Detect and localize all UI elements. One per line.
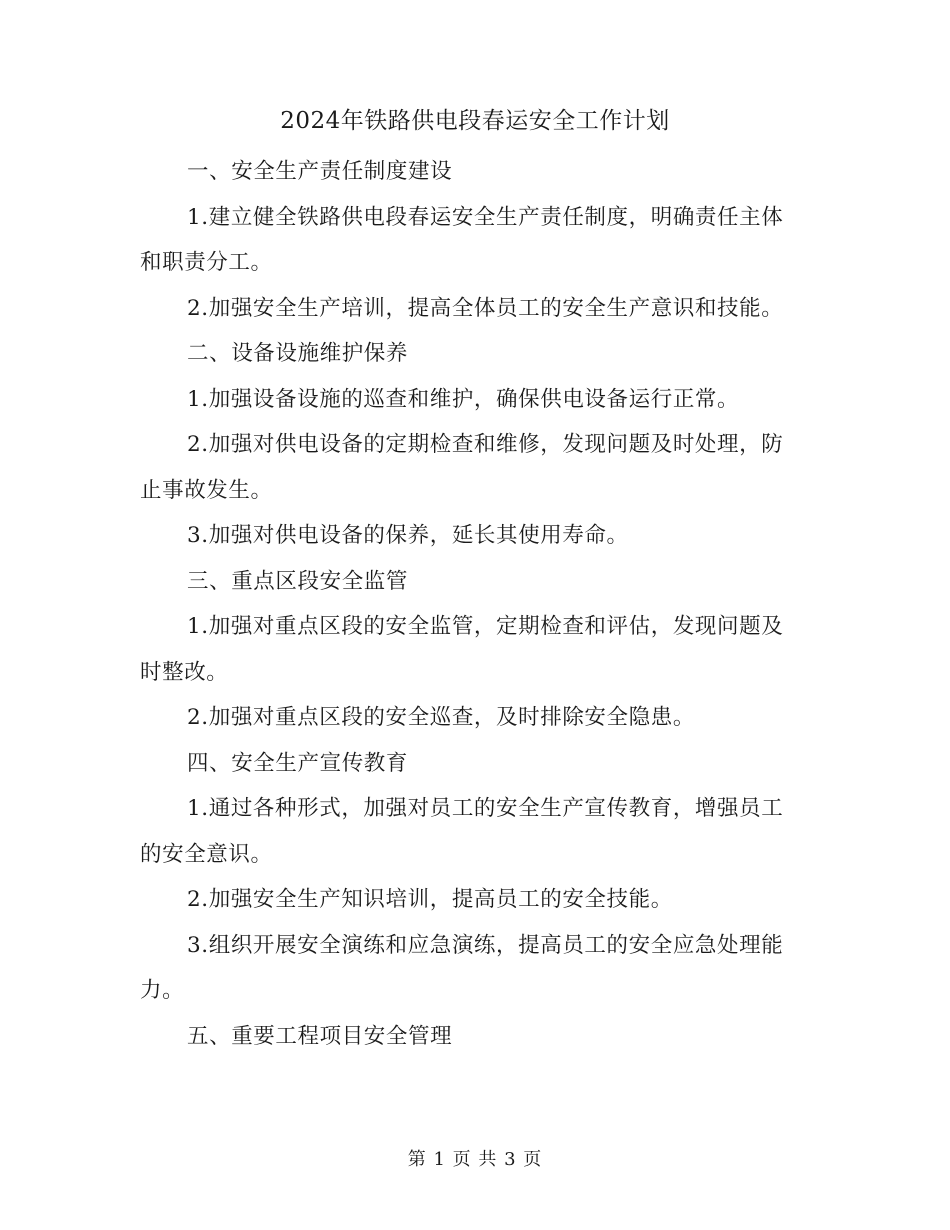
- paragraph-2-1: 1.加强设备设施的巡查和维护，确保供电设备运行正常。: [187, 386, 740, 412]
- section-heading-3: 三、重点区段安全监管: [187, 568, 409, 594]
- paragraph-4-2: 2.加强安全生产知识培训，提高员工的安全技能。: [187, 887, 673, 912]
- paragraph-3-2: 2.加强对重点区段的安全巡查，及时排除安全隐患。: [187, 705, 695, 730]
- paragraph-2-2: 2.加强对供电设备的定期检查和维修，发现问题及时处理，防止事故发生。: [140, 432, 784, 503]
- paragraph-2-3: 3.加强对供电设备的保养，延长其使用寿命。: [187, 523, 629, 548]
- section-heading-5: 五、重要工程项目安全管理: [187, 1023, 453, 1049]
- paragraph-1-1: 1.建立健全铁路供电段春运安全生产责任制度，明确责任主体和职责分工。: [140, 204, 784, 275]
- section-heading-1: 一、安全生产责任制度建设: [187, 159, 453, 184]
- paragraph-1-2: 2.加强安全生产培训，提高全体员工的安全生产意识和技能。: [187, 295, 784, 321]
- paragraph-4-1: 1.通过各种形式，加强对员工的安全生产宣传教育，增强员工的安全意识。: [140, 796, 784, 867]
- section-heading-2: 二、设备设施维护保养: [187, 341, 409, 366]
- paragraph-3-1: 1.加强对重点区段的安全监管，定期检查和评估，发现问题及时整改。: [140, 614, 784, 685]
- section-heading-4: 四、安全生产宣传教育: [187, 750, 409, 776]
- document-title: 2024年铁路供电段春运安全工作计划: [280, 108, 670, 134]
- page-number-footer: 第 1 页 共 3 页: [407, 1149, 543, 1170]
- document-body: [140, 149, 800, 1059]
- paragraph-4-3: 3.组织开展安全演练和应急演练，提高员工的安全应急处理能力。: [140, 932, 784, 1003]
